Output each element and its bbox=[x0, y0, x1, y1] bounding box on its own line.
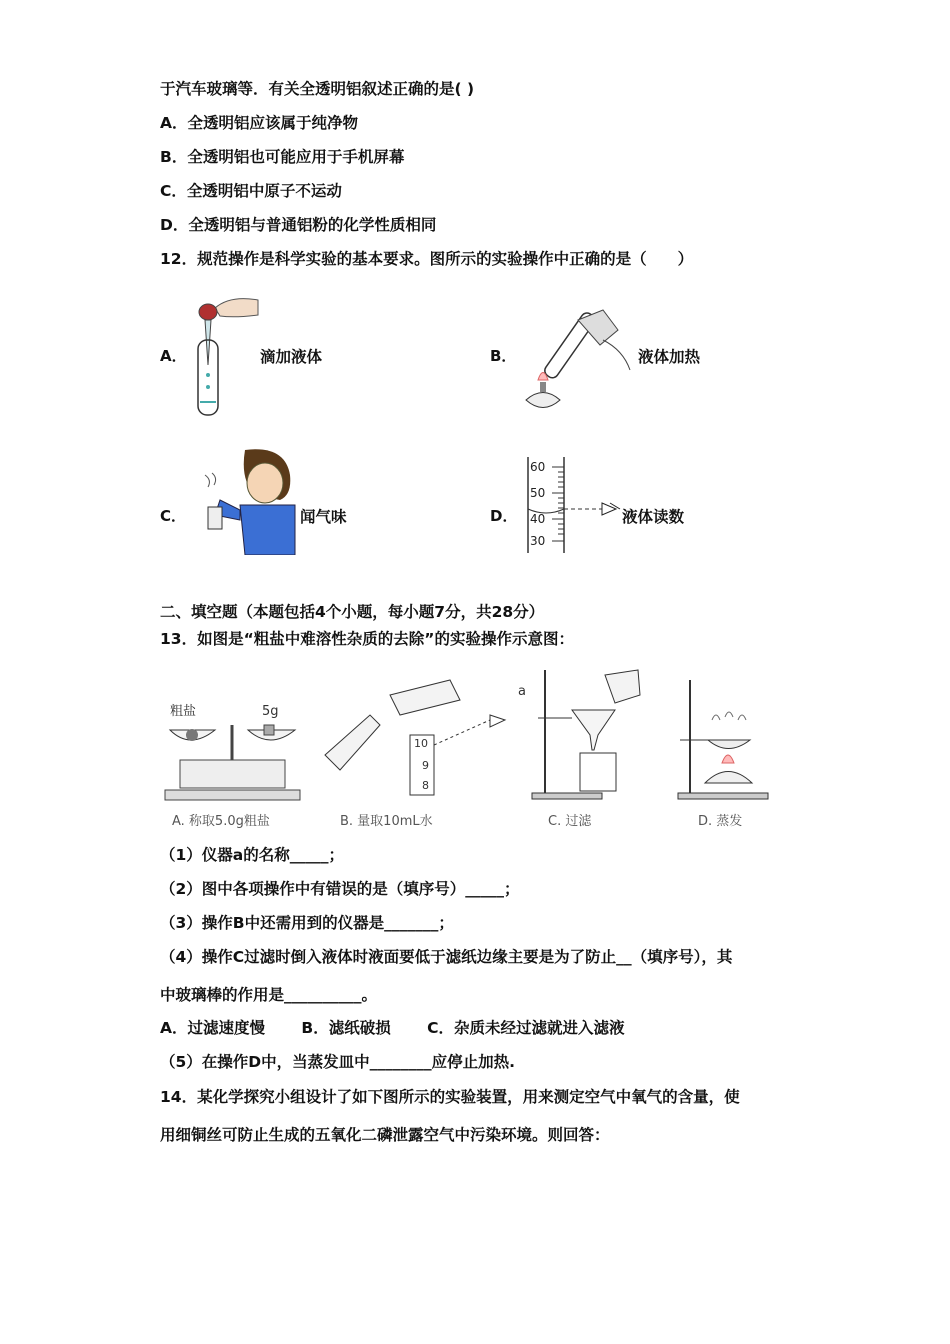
fig-cyl-8: 8 bbox=[422, 779, 429, 792]
q13-part-5: （5）在操作D中，当蒸发皿中________应停止加热. bbox=[160, 1053, 516, 1071]
cylinder-tick-40: 40 bbox=[530, 512, 546, 526]
q12-option-c-text: 闻气味 bbox=[300, 508, 347, 526]
q12-stem: 12．规范操作是科学实验的基本要求。图所示的实验操作中正确的是（ ） bbox=[160, 250, 694, 268]
cylinder-tick-50: 50 bbox=[530, 486, 546, 500]
q13-stem: 13．如图是“粗盐中难溶性杂质的去除”的实验操作示意图： bbox=[160, 630, 574, 648]
q12-option-a-text: 滴加液体 bbox=[260, 348, 323, 366]
q14-line-1: 14．某化学探究小组设计了如下图所示的实验装置，用来测定空气中氧气的含量，使 bbox=[160, 1088, 740, 1106]
caption-b: B. 量取10mL水 bbox=[340, 814, 433, 829]
q13-part-2: （2）图中各项操作中有错误的是（填序号）_____； bbox=[160, 880, 520, 898]
q14-line-2: 用细铜丝可防止生成的五氧化二磷泄露空气中污染环境。则回答： bbox=[160, 1126, 610, 1144]
q12-option-d-letter: D． bbox=[490, 507, 518, 525]
cylinder-tick-30: 30 bbox=[530, 534, 546, 548]
caption-c: C. 过滤 bbox=[548, 814, 592, 829]
filtration-illustration bbox=[518, 670, 640, 799]
caption-a: A. 称取5.0g粗盐 bbox=[172, 814, 270, 829]
heating-liquid-illustration bbox=[518, 300, 638, 420]
balance-illustration bbox=[165, 703, 300, 800]
q12-option-a-letter: A． bbox=[160, 347, 187, 365]
section2-heading: 二、填空题（本题包括4个小题，每小题7分，共28分） bbox=[160, 603, 545, 621]
cylinder-reading-illustration bbox=[520, 455, 630, 555]
dropper-test-tube-illustration bbox=[190, 290, 260, 420]
smelling-gas-illustration bbox=[200, 445, 300, 555]
q13-options: A．过滤速度慢 B．滤纸破损 C．杂质未经过滤就进入滤液 bbox=[160, 1019, 625, 1037]
q13-part-1: （1）仪器a的名称_____； bbox=[160, 846, 344, 864]
fig-cyl-9: 9 bbox=[422, 759, 429, 772]
fig-cyl-10: 10 bbox=[414, 737, 428, 750]
evaporation-illustration bbox=[678, 680, 768, 799]
cylinder-tick-60: 60 bbox=[530, 460, 546, 474]
fig-label-salt: 粗盐 bbox=[170, 704, 197, 719]
q12-option-b-letter: B． bbox=[490, 347, 517, 365]
q11-option-d: D．全透明铝与普通铝粉的化学性质相同 bbox=[160, 216, 437, 234]
q13-operations-figure bbox=[160, 665, 780, 810]
q11-stem-tail: 于汽车玻璃等．有关全透明铝叙述正确的是( ) bbox=[160, 80, 475, 98]
q11-option-b: B．全透明铝也可能应用于手机屏幕 bbox=[160, 148, 405, 166]
q11-option-c: C．全透明铝中原子不运动 bbox=[160, 182, 342, 200]
fig-label-a: a bbox=[518, 684, 526, 699]
fig-label-weight: 5g bbox=[262, 704, 279, 719]
q12-option-c-letter: C． bbox=[160, 507, 187, 525]
q13-part-3: （3）操作B中还需用到的仪器是_______； bbox=[160, 914, 454, 932]
q13-part-4-cont: 中玻璃棒的作用是__________。 bbox=[160, 986, 378, 1004]
q11-option-a: A．全透明铝应该属于纯净物 bbox=[160, 114, 358, 132]
q13-part-4: （4）操作C过滤时倒入液体时液面要低于滤纸边缘主要是为了防止__（填序号），其 bbox=[160, 948, 733, 966]
q12-option-d-text: 液体读数 bbox=[622, 508, 685, 526]
q12-option-b-text: 液体加热 bbox=[638, 348, 701, 366]
caption-d: D. 蒸发 bbox=[698, 814, 743, 829]
cylinder-pouring-illustration bbox=[325, 680, 505, 795]
